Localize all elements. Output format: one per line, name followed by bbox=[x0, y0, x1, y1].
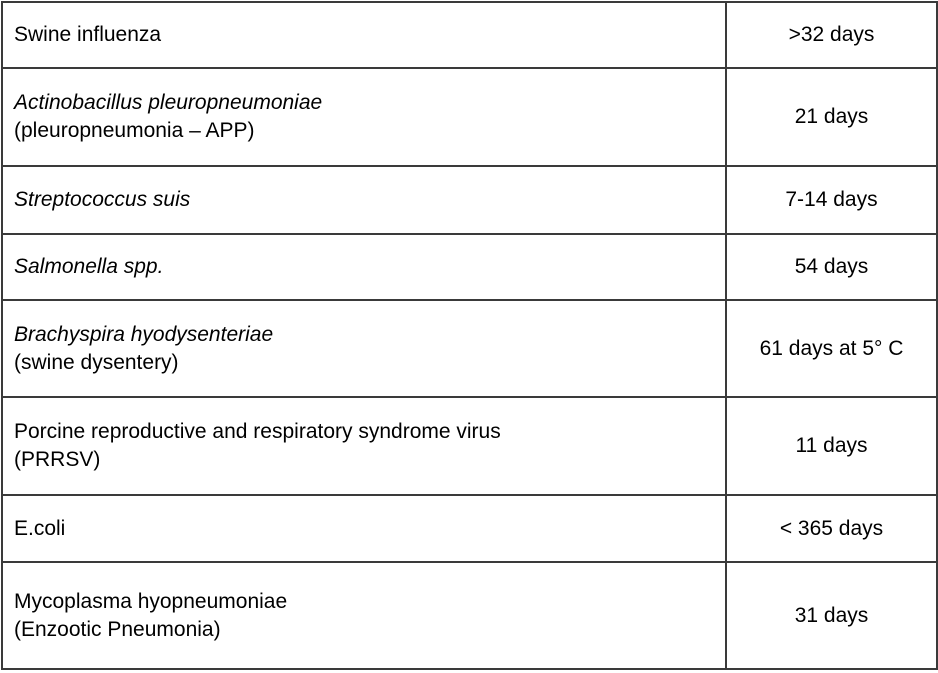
survival-time-cell: 21 days bbox=[726, 68, 937, 166]
table-row bbox=[2, 300, 937, 397]
table-row bbox=[2, 166, 937, 234]
agent-name: Mycoplasma hyopneumoniae bbox=[14, 589, 288, 613]
agent-cell bbox=[2, 562, 726, 669]
agent-name: Actinobacillus pleuropneumoniae bbox=[14, 91, 323, 114]
survival-time-cell: 54 days bbox=[726, 234, 937, 300]
survival-time-cell: 7-14 days bbox=[726, 166, 937, 234]
agent-note: (pleuropneumonia – APP) bbox=[14, 119, 255, 142]
table-row bbox=[2, 397, 937, 495]
survival-time-cell: 31 days bbox=[726, 562, 937, 669]
survival-time-cell: < 365 days bbox=[726, 495, 937, 562]
table-row bbox=[2, 562, 937, 669]
table-row bbox=[2, 234, 937, 300]
agent-note: (Enzootic Pneumonia) bbox=[14, 617, 221, 641]
agent-name: Streptococcus suis bbox=[14, 188, 191, 211]
survival-time-cell: 11 days bbox=[726, 397, 937, 495]
agent-note: (swine dysentery) bbox=[14, 350, 179, 374]
table-row bbox=[2, 68, 937, 166]
agent-cell bbox=[2, 68, 726, 166]
agent-cell bbox=[2, 300, 726, 397]
agent-note: (PRRSV) bbox=[14, 448, 101, 471]
agent-name: Porcine reproductive and respiratory syndrome virus bbox=[14, 420, 501, 443]
agent-cell bbox=[2, 2, 726, 68]
table-row bbox=[2, 495, 937, 562]
agent-cell bbox=[2, 397, 726, 495]
table-row bbox=[2, 2, 937, 68]
agent-name: Brachyspira hyodysenteriae bbox=[14, 322, 274, 346]
agent-name: Salmonella spp. bbox=[14, 255, 164, 278]
survival-time-cell: >32 days bbox=[726, 2, 937, 68]
agent-name: Swine influenza bbox=[14, 23, 162, 46]
survival-time-cell: 61 days at 5° C bbox=[726, 300, 937, 397]
survival-time-table bbox=[1, 1, 938, 670]
agent-cell bbox=[2, 495, 726, 562]
agent-name: E.coli bbox=[14, 516, 66, 540]
agent-cell bbox=[2, 234, 726, 300]
agent-cell bbox=[2, 166, 726, 234]
